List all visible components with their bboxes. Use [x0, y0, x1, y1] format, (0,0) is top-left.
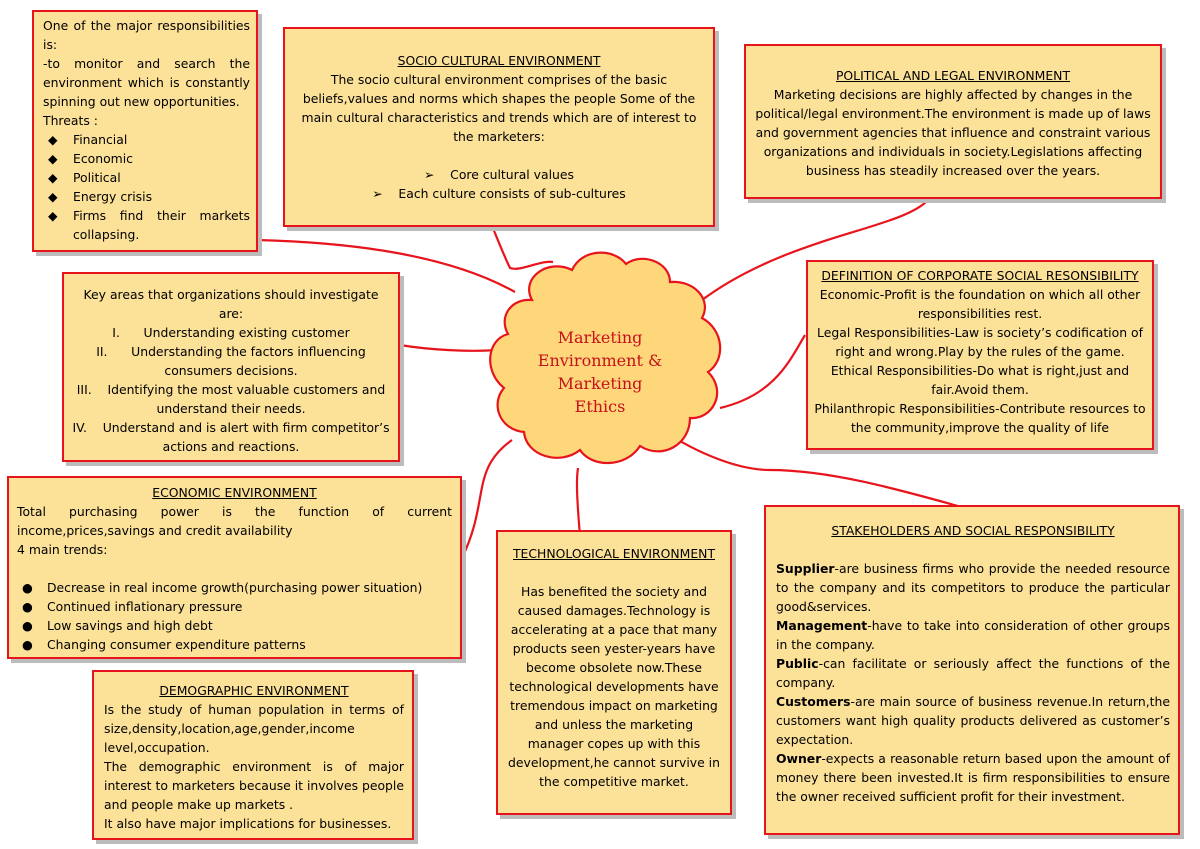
socio-cultural-body: The socio cultural environment comprises of the basic beliefs,values and norms which shapes the people Some of the main cultural characteristics and trends which are of interest to the marketers:	[301, 72, 697, 144]
roman-numeral: II.	[96, 344, 108, 359]
threats-list	[43, 130, 250, 244]
dot-bullet-icon: ●	[22, 618, 33, 633]
dot-bullet-icon: ●	[22, 637, 33, 652]
stakeholder-term: Management	[776, 618, 868, 633]
political-legal-title: POLITICAL AND LEGAL ENVIRONMENT	[835, 68, 1071, 83]
technological-environment-box	[496, 530, 732, 815]
csr-paragraph: Ethical Responsibilities-Do what is right,just and fair.Avoid them.	[830, 363, 1130, 397]
political-legal-box	[744, 44, 1162, 199]
connector-technological	[577, 468, 580, 536]
responsibility-text-2: -to monitor and search the environment which is constantly spinning out new opportunities.	[43, 56, 250, 109]
dot-bullet-icon: ●	[22, 599, 33, 614]
socio-cultural-title: SOCIO CULTURAL ENVIRONMENT	[397, 53, 601, 68]
demographic-environment-box	[92, 670, 414, 840]
stakeholders-title: STAKEHOLDERS AND SOCIAL RESPONSIBILITY	[831, 523, 1115, 538]
key-areas-box	[62, 272, 400, 462]
hub-title	[520, 326, 680, 418]
roman-numeral: I.	[112, 325, 120, 340]
list-item: ◆ Firms find their markets collapsing.	[48, 208, 250, 242]
technological-body: Has benefited the society and caused damages.Technology is accelerating at a pace that many products seen yester-years have become obsolete now.These technological developments have tremendous impact on marketing and unless the marketing manager copes up with this development,he cannot survive in the competitive market.	[508, 584, 720, 789]
stakeholder-entry: Management-have to take into consideration of other groups in the company.	[776, 618, 1170, 652]
trends-list	[17, 578, 452, 654]
list-item: ◆ Energy crisis	[48, 189, 153, 204]
economic-environment-box	[7, 476, 462, 659]
roman-numeral: III.	[76, 382, 92, 397]
key-areas-intro: Key areas that organizations should investigate are:	[83, 287, 379, 321]
diamond-bullet-icon: ◆	[48, 189, 58, 204]
threats-box	[32, 10, 258, 252]
diamond-bullet-icon: ◆	[48, 208, 58, 223]
political-legal-body: Marketing decisions are highly affected by changes in the political/legal environment.The environment is made up of laws and government agencies that influence and constraint various organizations and individuals in society.Legislations affecting business has steadily increased over the years.	[755, 87, 1151, 178]
stakeholder-entry: Owner-expects a reasonable return based upon the amount of money there been invested.It is firm responsibilities to ensure the owner received sufficient profit for their investment.	[776, 751, 1170, 804]
diamond-bullet-icon: ◆	[48, 151, 58, 166]
technological-title: TECHNOLOGICAL ENVIRONMENT	[512, 546, 716, 561]
list-item: ◆ Financial	[48, 132, 128, 147]
stakeholder-entry: Supplier-are business firms who provide the needed resource to the company and its competitors to produce the particular good&services.	[776, 561, 1170, 614]
stakeholder-term: Customers	[776, 694, 851, 709]
demographic-paragraph: It also have major implications for businesses.	[104, 816, 392, 831]
dot-bullet-icon: ●	[22, 580, 33, 595]
arrow-bullet-icon: ➢	[372, 186, 383, 201]
economic-title: ECONOMIC ENVIRONMENT	[152, 485, 317, 500]
csr-title: DEFINITION OF CORPORATE SOCIAL RESONSIBILITY	[821, 268, 1139, 283]
list-item: ● Decrease in real income growth(purchasing power situation)	[22, 580, 423, 595]
stakeholder-term: Supplier	[776, 561, 835, 576]
csr-definition-box	[806, 260, 1154, 450]
responsibility-text-1: One of the major responsibilities is:	[43, 18, 250, 52]
list-item: I. Understanding existing customer	[112, 325, 350, 340]
socio-cultural-box	[283, 27, 715, 227]
list-item: ◆ Economic	[48, 151, 133, 166]
csr-paragraph: Economic-Profit is the foundation on which all other responsibilities rest.	[819, 287, 1141, 321]
stakeholder-term: Public	[776, 656, 819, 671]
roman-numeral: IV.	[72, 420, 87, 435]
connector-socio	[492, 226, 553, 269]
list-item: ◆ Political	[48, 170, 121, 185]
list-item: ➢ Core cultural values	[424, 167, 574, 182]
demographic-paragraph: The demographic environment is of major interest to marketers because it involves people and people make up markets .	[104, 759, 404, 812]
economic-body: Total purchasing power is the function of current income,prices,savings and credit availability	[17, 504, 452, 538]
stakeholders-box	[764, 505, 1180, 835]
hub-line: Marketing	[557, 374, 643, 393]
diamond-bullet-icon: ◆	[48, 170, 58, 185]
arrow-bullet-icon: ➢	[424, 167, 435, 182]
list-item: ● Changing consumer expenditure patterns	[22, 637, 306, 652]
diamond-bullet-icon: ◆	[48, 132, 58, 147]
list-item: II. Understanding the factors influencing consumers decisions.	[96, 344, 366, 378]
hub-line: Marketing	[557, 328, 643, 347]
csr-paragraph: Legal Responsibilities-Law is society’s codification of right and wrong.Play by the rules of the game.	[817, 325, 1143, 359]
stakeholder-entry: Public-can facilitate or seriously affect the functions of the company.	[776, 656, 1170, 690]
list-item: III. Identifying the most valuable customers and understand their needs.	[76, 382, 386, 416]
csr-paragraph: Philanthropic Responsibilities-Contribute resources to the community,improve the quality of life	[814, 401, 1146, 435]
list-item: ● Low savings and high debt	[22, 618, 213, 633]
connector-csr	[720, 335, 805, 408]
demographic-title: DEMOGRAPHIC ENVIRONMENT	[159, 683, 349, 698]
hub-line: Ethics	[574, 397, 626, 416]
list-item: ➢ Each culture consists of sub-cultures	[372, 186, 626, 201]
demographic-paragraph: Is the study of human population in terms of size,density,location,age,gender,income level,occupation.	[104, 702, 404, 755]
hub-line: Environment &	[537, 351, 663, 370]
stakeholder-entry: Customers-are main source of business revenue.In return,the customers want high quality products delivered as customer’s expectation.	[776, 694, 1170, 747]
list-item: IV. Understand and is alert with firm competitor’s actions and reactions.	[72, 420, 390, 454]
trends-label: 4 main trends:	[17, 542, 108, 557]
list-item: ● Continued inflationary pressure	[22, 599, 243, 614]
connector-key-areas	[400, 345, 495, 351]
threats-label: Threats :	[43, 113, 98, 128]
stakeholder-term: Owner	[776, 751, 822, 766]
